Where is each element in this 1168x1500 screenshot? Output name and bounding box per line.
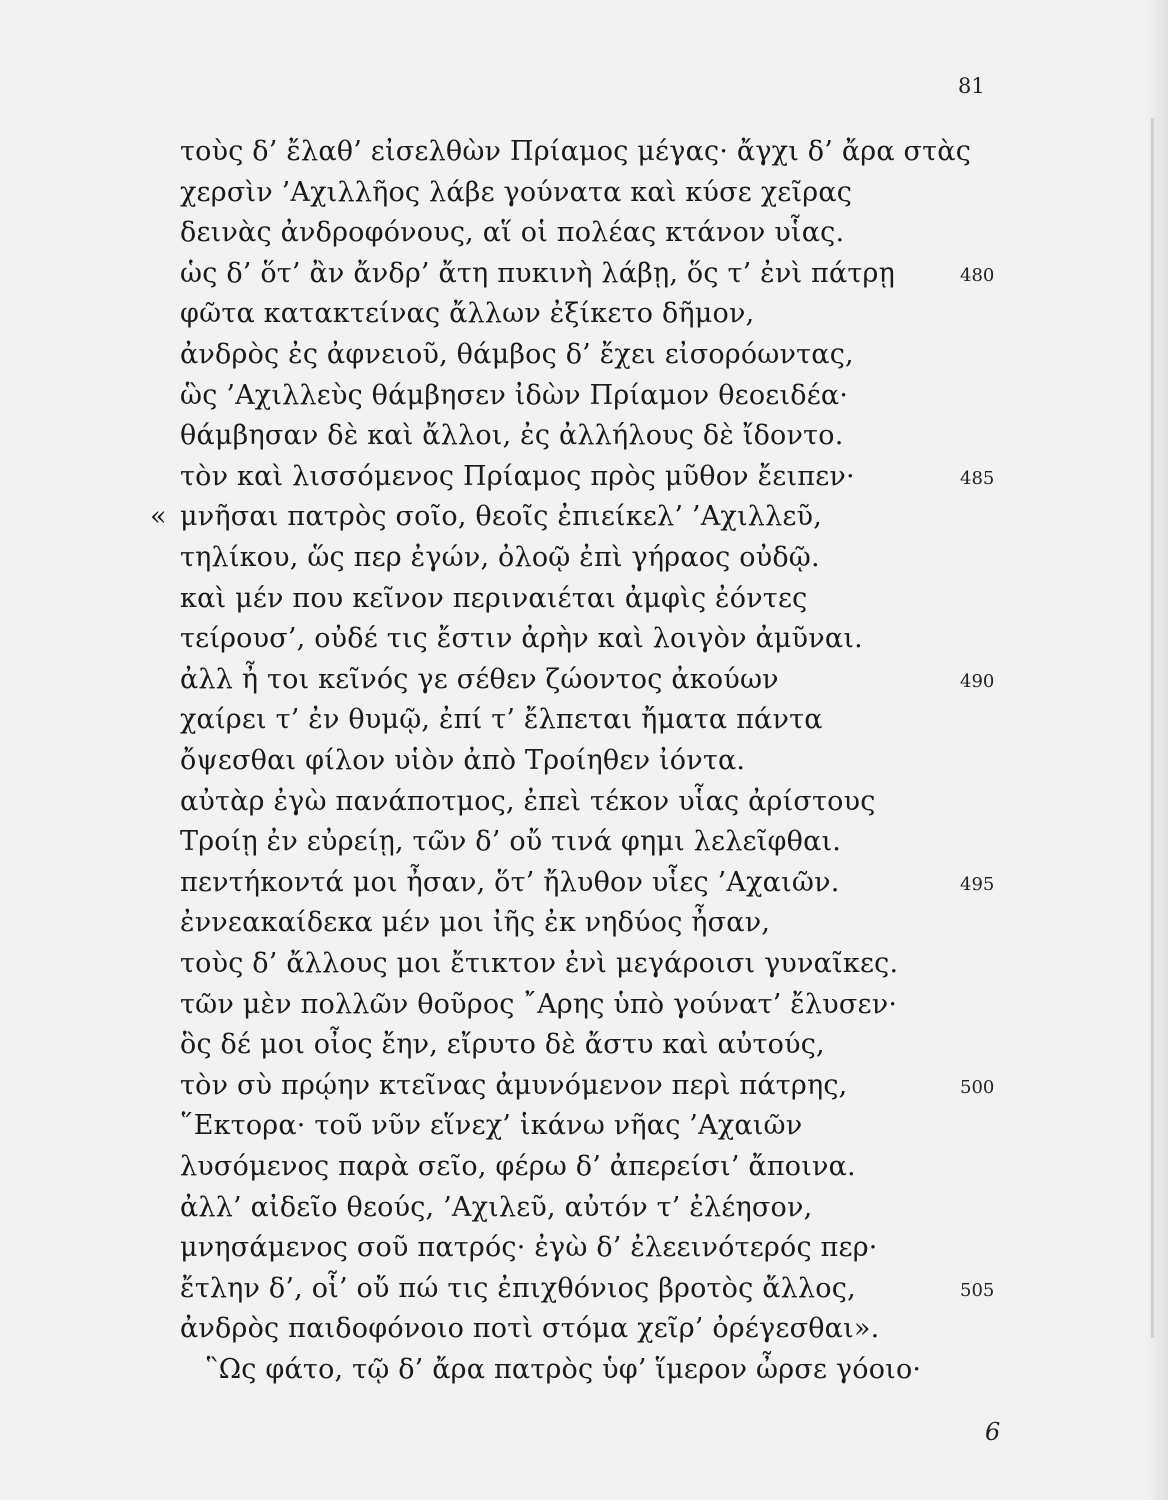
verse-line: τοὺς δ’ ἔλαθ’ εἰσελθὼν Πρίαμος μέγας· ἄγχι δ’ ἄρα στὰς: [180, 136, 972, 167]
verse-line: ἀνδρὸς παιδοφόνοιο ποτὶ στόμα χεῖρ’ ὀρέγεσθαι».: [180, 1313, 880, 1344]
verse-line: αὐτὰρ ἐγὼ πανάποτμος, ἐπεὶ τέκον υἷας ἀρίστους: [180, 786, 876, 817]
verse-line: τοὺς δ’ ἄλλους μοι ἔτικτον ἐνὶ μεγάροισι γυναῖκες.: [180, 948, 899, 979]
verse-line-number: 485: [960, 468, 995, 489]
verse-line: θάμβησαν δὲ καὶ ἄλλοι, ἐς ἀλλήλους δὲ ἴδοντο.: [180, 420, 844, 451]
verse-line: πεντήκοντά μοι ἦσαν, ὅτ’ ἤλυθον υἷες ’Αχαιῶν.: [180, 867, 840, 898]
verse-line: δεινὰς ἀνδροφόνους, αἵ οἱ πολέας κτάνον υἷας.: [180, 217, 845, 248]
verse-line-number: 490: [960, 671, 995, 692]
verse-line: καὶ μέν που κεῖνον περιναιέται ἀμφὶς ἐόντες: [180, 583, 808, 614]
verse-line: ῞Εκτορα· τοῦ νῦν εἵνεχ’ ἱκάνω νῆας ’Αχαιῶν: [180, 1110, 803, 1141]
verse-line: ἐννεακαίδεκα μέν μοι ἰῆς ἐκ νηδύος ἦσαν,: [180, 907, 771, 938]
verse-line: τηλίκου, ὥς περ ἐγών, ὀλοῷ ἐπὶ γήραος οὐδῷ.: [180, 542, 820, 573]
verse-line: ὃς δέ μοι οἶος ἔην, εἴρυτο δὲ ἄστυ καὶ αὐτούς,: [180, 1029, 825, 1060]
verse-line: λυσόμενος παρὰ σεῖο, φέρω δ’ ἀπερείσι’ ἄποινα.: [180, 1151, 856, 1182]
signature-mark: 6: [985, 1418, 1001, 1446]
verse-line: ἀλλ ἦ τοι κεῖνός γε σέθεν ζώοντος ἀκούων: [180, 664, 779, 695]
verse-line-number: 480: [960, 265, 995, 286]
verse-line-number: 505: [960, 1280, 995, 1301]
verse-line: ἀνδρὸς ἐς ἀφνειοῦ, θάμβος δ’ ἔχει εἰσορόωντας,: [180, 339, 854, 370]
verse-line: τὸν καὶ λισσόμενος Πρίαμος πρὸς μῦθον ἔειπεν·: [180, 461, 855, 492]
verse-line-number: 495: [960, 874, 995, 895]
bleed-through-rule: [1151, 118, 1154, 1338]
verse-line: Τροίῃ ἐν εὐρείῃ, τῶν δ’ οὔ τινά φημι λελεῖφθαι.: [180, 826, 842, 857]
verse-line: τῶν μὲν πολλῶν θοῦρος ῎Αρης ὑπὸ γούνατ’ ἔλυσεν·: [180, 989, 898, 1020]
verse-line: ἔτλην δ’, οἷ’ οὔ πώ τις ἐπιχθόνιος βροτὸς ἄλλος,: [180, 1273, 856, 1304]
verse-line: ἀλλ’ αἰδεῖο θεούς, ’Αχιλεῦ, αὐτόν τ’ ἐλέησον,: [180, 1192, 813, 1223]
verse-line: ὣς ’Αχιλλεὺς θάμβησεν ἰδὼν Πρίαμον θεοειδέα·: [180, 380, 849, 411]
verse-line: ῝Ως φάτο, τῷ δ’ ἄρα πατρὸς ὑφ’ ἵμερον ὦρσε γόοιο·: [205, 1354, 922, 1385]
verse-line: χαίρει τ’ ἐν θυμῷ, ἐπί τ’ ἔλπεται ἤματα πάντα: [180, 704, 823, 735]
verse-line: τείρουσ’, οὐδέ τις ἔστιν ἀρὴν καὶ λοιγὸν ἀμῦναι.: [180, 623, 863, 654]
verse-line: ὡς δ’ ὅτ’ ἂν ἄνδρ’ ἄτη πυκινὴ λάβῃ, ὅς τ’ ἐνὶ πάτρῃ: [180, 258, 895, 289]
verse-line: μνησάμενος σοῦ πατρός· ἐγὼ δ’ ἐλεεινότερός περ·: [180, 1232, 878, 1263]
verse-line: ὄψεσθαι φίλον υἱὸν ἀπὸ Τροίηθεν ἰόντα.: [180, 745, 746, 776]
verse-line: χερσὶν ’Αχιλλῆος λάβε γούνατα καὶ κύσε χεῖρας: [180, 177, 853, 208]
verse-line: μνῆσαι πατρὸς σοῖο, θεοῖς ἐπιείκελ’ ’Αχιλλεῦ,: [180, 501, 822, 532]
verse-line: τὸν σὺ πρῴην κτεῖνας ἀμυνόμενον περὶ πάτρης,: [180, 1070, 848, 1101]
page-edge-shadow: [1146, 0, 1168, 1500]
verse-line-number: 500: [960, 1077, 995, 1098]
page-number: 81: [958, 74, 985, 98]
opening-quote-mark: «: [150, 501, 167, 532]
verse-line: φῶτα κατακτείνας ἄλλων ἐξίκετο δῆμον,: [180, 298, 755, 329]
